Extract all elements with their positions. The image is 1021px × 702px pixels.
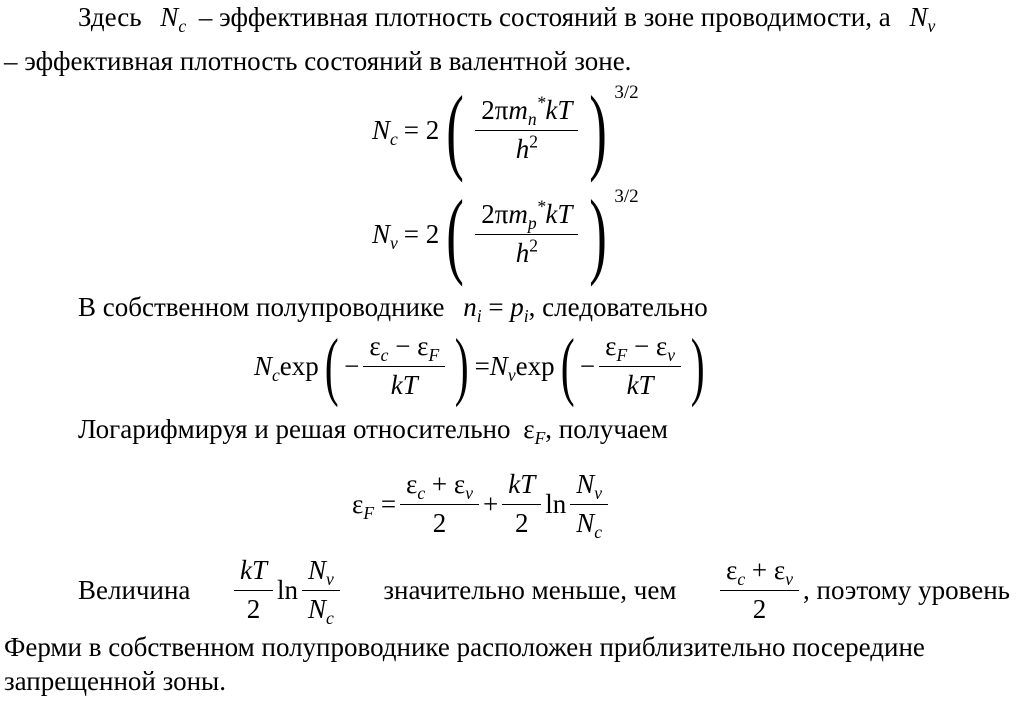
para1-line1 — [78, 2, 936, 37]
equation-Nv: $N_v$ = 2 ( $\frac{2\pi m_p^*kT}{h^2}$ ) 3/2 — [372, 180, 639, 287]
equation-exp: $N_c$ exp ( − $\frac{\varepsilon_c - \varepsilon_F}{kT}$ ) = $N_v$ exp ( − $\frac{\varepsilon_F - \varepsilon_v}{kT}$ ) — [254, 324, 705, 408]
para4-line2: Ферми в собственном полупроводнике расположен приблизительно посередине — [4, 632, 925, 662]
equation-Nc: $N_c$ = 2 ( $\frac{2\pi m_n^*kT}{h^2}$ ) 3/2 — [372, 76, 639, 183]
para1-line2: – эффективная плотность состояний в валентной зоне. — [4, 46, 632, 76]
para3-line: Логарифмируя и решая относительно $\varepsilon_F$, получаем — [78, 414, 668, 449]
para1-word-zdes: Здесь — [78, 2, 142, 32]
para1-text-a: – эффективная плотность состояний в зоне проводимости, а — [198, 2, 891, 32]
para2-line: В собственном полупроводнике $n_i = p_i$, следовательно — [78, 292, 708, 327]
equation-epsF: $\varepsilon_F$ = $\frac{\varepsilon_c + \varepsilon_v}{2}$ + $\frac{kT}{2}$ ln $\frac{N_v}{N_c}$ — [352, 462, 612, 546]
para4-line3: запрещенной зоны. — [4, 666, 226, 696]
symbol-Nc: $N_c$ — [160, 2, 187, 37]
fraction-Nc: $\frac{2\pi m_n^*kT}{h^2}$ — [475, 95, 578, 164]
symbol-Nv: $N_v$ — [909, 2, 936, 37]
para4-line1: Величина $\frac{kT}{2}$ ln $\frac{N_v}{N_c}$ значительно меньше, чем $\frac{\varepsilon_c + \varepsilon_v}{2}$ , поэтому уровень — [78, 555, 1010, 628]
fraction-Nv: $\frac{2\pi m_p^*kT}{h^2}$ — [475, 199, 578, 268]
